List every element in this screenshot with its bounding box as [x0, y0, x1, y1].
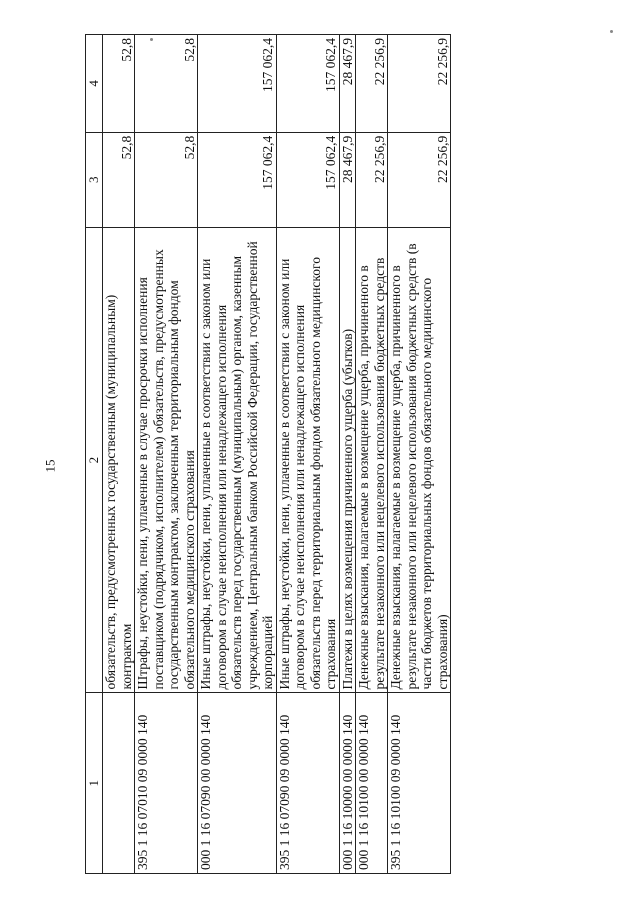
- code-cell: 395 1 16 07010 09 0000 140: [135, 693, 198, 874]
- value-cell-col3: 52,8: [103, 132, 135, 227]
- code-cell: 000 1 16 10000 00 0000 140: [339, 693, 356, 874]
- table-row: [339, 35, 356, 874]
- name-cell: Денежные взыскания, налагаемые в возмещение ущерба, причиненного в результате незаконного или нецелевого использования бюджетных средств: [356, 227, 388, 693]
- header-cell: 4: [86, 35, 103, 133]
- value-cell-col4: 52,8: [135, 35, 198, 133]
- rotated-table-container: [85, 34, 530, 874]
- value-cell-col4: 157 062,4: [276, 35, 339, 133]
- value-cell-col4: 22 256,9: [356, 35, 388, 133]
- code-cell: [103, 693, 135, 874]
- value-cell-col3: 157 062,4: [198, 132, 277, 227]
- value-cell-col3: 22 256,9: [356, 132, 388, 227]
- value-cell-col3: 52,8: [135, 132, 198, 227]
- name-cell: Денежные взыскания, налагаемые в возмещение ущерба, причиненного в результате незаконного или нецелевого использования бюджетных средств (в части бюджетов территориальных фондов обязательного медицинского страхования): [388, 227, 451, 693]
- code-cell: 395 1 16 07090 09 0000 140: [276, 693, 339, 874]
- value-cell-col4: 52,8: [103, 35, 135, 133]
- name-cell: обязательств, предусмотренных государственным (муниципальным) контрактом: [103, 227, 135, 693]
- header-cell: 3: [86, 132, 103, 227]
- value-cell-col3: 22 256,9: [388, 132, 451, 227]
- table-row: [356, 35, 388, 874]
- table-header-row: [86, 35, 103, 874]
- value-cell-col3: 157 062,4: [276, 132, 339, 227]
- value-cell-col3: 28 467,9: [339, 132, 356, 227]
- value-cell-col4: 28 467,9: [339, 35, 356, 133]
- code-cell: 000 1 16 10100 00 0000 140: [356, 693, 388, 874]
- table-row: [388, 35, 451, 874]
- scan-speck: [610, 30, 613, 33]
- header-cell: 1: [86, 693, 103, 874]
- name-cell: Иные штрафы, неустойки, пени, уплаченные в соответствии с законом или договором в случае неисполнения или ненадлежащего исполнения обязательств перед территориальным фондом обязательного медицинского страхования: [276, 227, 339, 693]
- header-cell: 2: [86, 227, 103, 693]
- name-cell: Иные штрафы, неустойки, пени, уплаченные в соответствии с законом или договором в случае неисполнения или ненадлежащего исполнения обязательств перед государственным (муниципальным) органом, казенным учреждением, Центральным банком Российской Федерации, государственной корпорацией: [198, 227, 277, 693]
- table-row: [276, 35, 339, 874]
- scan-speck: [150, 38, 153, 41]
- name-cell: Штрафы, неустойки, пени, уплаченные в случае просрочки исполнения поставщиком (подрядчиком, исполнителем) обязательств, предусмотренных государственным контрактом, заключенным территориальным фондом обязательного медицинского страхования: [135, 227, 198, 693]
- value-cell-col4: 22 256,9: [388, 35, 451, 133]
- table-row: [198, 35, 277, 874]
- table-row: [103, 35, 135, 874]
- value-cell-col4: 157 062,4: [198, 35, 277, 133]
- code-cell: 395 1 16 10100 09 0000 140: [388, 693, 451, 874]
- page-number: 15: [42, 459, 58, 473]
- table-row: [135, 35, 198, 874]
- code-cell: 000 1 16 07090 00 0000 140: [198, 693, 277, 874]
- name-cell: Платежи в целях возмещения причиненного ущерба (убытков): [339, 227, 356, 693]
- budget-table: [85, 34, 451, 874]
